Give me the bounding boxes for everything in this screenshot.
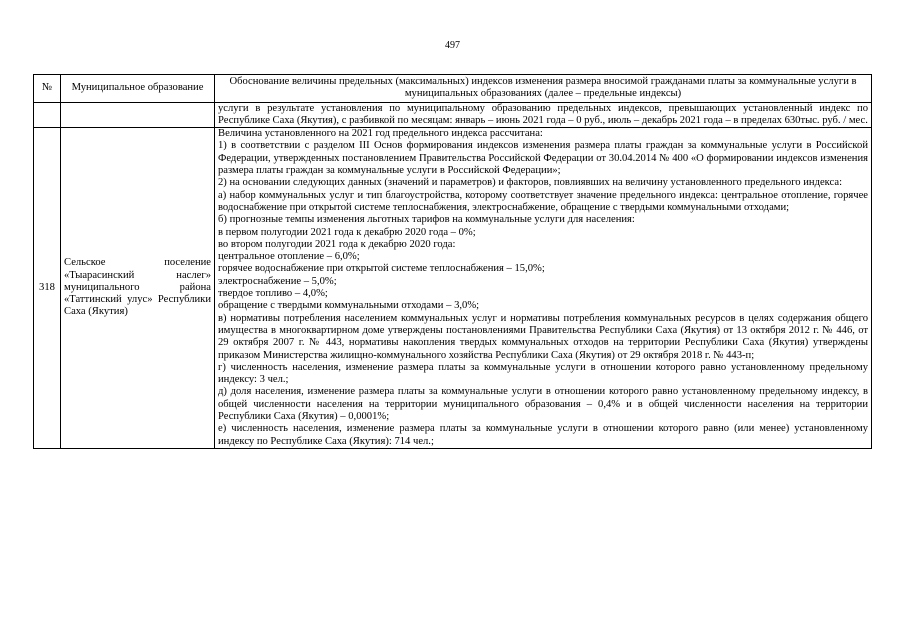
- paragraph-item-a: а) набор коммунальных услуг и тип благоустройства, которому соответствует значение предельного индекса: центральное отопление, горячее водоснабжение при открытой системе теплоснабжения, электроснабжение, обращение с твердыми коммунальными отходами;: [218, 189, 868, 213]
- paragraph-item-b: б) прогнозные темпы изменения льготных тарифов на коммунальные услуги для населения:: [218, 214, 635, 226]
- continuation-number-cell: [34, 102, 61, 128]
- paragraph-item-v: в) нормативы потребления населением коммунальных услуг и нормативы потребления коммунальных ресурсов в целях содержания общего имущества в многоквартирном доме утверждены постановлениями Правительства Республики Саха (Якутия) от 13 октября 2012 г. № 446, от 29 октября 2007 г. № 443, нормативы накопления твердых коммунальных отходов на территории Республики Саха (Якутия) утверждены приказом Министерства жилищно-коммунального хозяйства Республики Саха (Якутия) от 29 октября 2018 г. № 443-п;: [218, 312, 868, 361]
- continuation-text: услуги в результате установления по муниципальному образованию предельных индексов, превышающих установленный индекс по Республике Саха (Якутия), с разбивкой по месяцам: январь – июнь 2021 года – 0 руб., июль – декабрь 2021 года – в пределах 630тыс. руб. / мес.: [218, 102, 868, 126]
- paragraph-item-e: е) численность населения, изменение размера платы за коммунальные услуги в отношении которого равно (или менее) установленному индексу по Республике Саха (Якутия): 714 чел.;: [218, 423, 868, 447]
- continuation-municipality-cell: [61, 102, 215, 128]
- municipality-name-cell: Сельское поселение «Тыарасинский наслег» муниципального района «Таттинский улус» Республики Саха (Якутия): [61, 128, 215, 449]
- table-row-continuation: [34, 102, 872, 128]
- paragraph-intro: Величина установленного на 2021 год предельного индекса рассчитана:: [218, 128, 543, 140]
- continuation-text-cell: [215, 102, 872, 128]
- header-number: №: [34, 75, 61, 103]
- paragraph-item-d: д) доля населения, изменение размера платы за коммунальные услуги в отношении которого равно установленному предельному индексу, в общей численности населения на территории муниципального образования – 0,4% и в общей численности населения на территории Республики Саха (Якутия) – 0,0001%;: [218, 386, 868, 423]
- table-row-318: [34, 128, 872, 449]
- paragraph-electricity-rate: электроснабжение – 5,0%;: [218, 275, 337, 287]
- paragraph-heating-rate: центральное отопление – 6,0%;: [218, 251, 360, 263]
- tariff-index-table: [33, 74, 872, 449]
- paragraph-first-half-rate: в первом полугодии 2021 года к декабрю 2020 года – 0%;: [218, 226, 476, 238]
- paragraph-item-1: 1) в соответствии с разделом III Основ формирования индексов изменения размера платы граждан за коммунальные услуги в Российской Федерации, утвержденных постановлением Правительства Российской Федерации от 30.04.2014 № 400 «О формировании индексов изменения размера платы граждан за коммунальные услуги в Российской Федерации»;: [218, 140, 868, 177]
- paragraph-item-2: 2) на основании следующих данных (значений и параметров) и факторов, повлиявших на величину установленного предельного индекса:: [218, 177, 843, 189]
- paragraph-item-g: г) численность населения, изменение размера платы за коммунальные услуги в отношении которого равно установленному предельному индексу: 3 чел.;: [218, 361, 868, 386]
- paragraph-solid-fuel-rate: твердое топливо – 4,0%;: [218, 288, 328, 300]
- paragraph-hot-water-rate: горячее водоснабжение при открытой системе теплоснабжения – 15,0%;: [218, 263, 545, 275]
- header-justification: Обоснование величины предельных (максимальных) индексов изменения размера вносимой гражданами платы за коммунальные услуги в муниципальных образованиях (далее – предельные индексы): [215, 75, 872, 103]
- table-header-row: [34, 75, 872, 103]
- justification-cell: [215, 128, 872, 449]
- paragraph-second-half-heading: во втором полугодии 2021 года к декабрю 2020 года:: [218, 238, 456, 250]
- header-municipality: Муниципальное образование: [61, 75, 215, 103]
- paragraph-waste-rate: обращение с твердыми коммунальными отходами – 3,0%;: [218, 300, 480, 312]
- row-number-cell: 318: [34, 128, 61, 449]
- page-number: 497: [445, 40, 460, 51]
